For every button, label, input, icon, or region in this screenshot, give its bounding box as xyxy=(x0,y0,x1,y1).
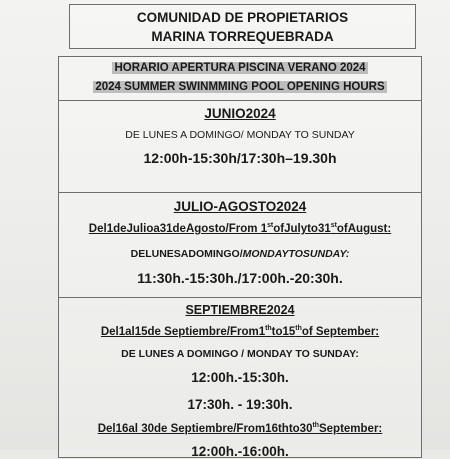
july-august-hours: 11:30h.-15:30h./17:00h.-20:30h. xyxy=(137,270,343,286)
september-heading: SEPTIEMBRE2024 xyxy=(185,303,295,317)
title-english: 2024 SUMMER SWINMMING POOL OPENING HOURS xyxy=(95,81,385,93)
september-range-2: Del16al 30de Septiembre/From16thto30thSeptember: xyxy=(97,422,383,435)
july-august-range: Del1deJulioa31deAgosto/From 1stofJulyto31stofAugust: xyxy=(88,222,392,235)
divider xyxy=(59,297,421,298)
june-days: DE LUNES A DOMINGO/ MONDAY TO SUNDAY xyxy=(125,129,355,141)
schedule-box xyxy=(58,56,422,458)
july-august-days: DELUNESADOMINGO/MONDAYTOSUNDAY: xyxy=(130,248,350,260)
september-days: DE LUNES A DOMINGO / MONDAY TO SUNDAY: xyxy=(121,348,359,360)
june-heading: JUNIO2024 xyxy=(204,106,276,121)
june-hours: 12:00h-15:30h/17:30h–19.30h xyxy=(143,150,337,166)
header-box xyxy=(69,4,416,49)
title-spanish: HORARIO APERTURA PISCINA VERANO 2024 xyxy=(114,62,366,74)
july-august-heading: JULIO-AGOSTO2024 xyxy=(173,199,307,214)
community-location: MARINA TORREQUEBRADA xyxy=(151,29,334,44)
community-name: COMUNIDAD DE PROPIETARIOS xyxy=(136,10,349,25)
september-hours-2: 17:30h. - 19:30h. xyxy=(187,397,293,412)
september-hours-1: 12:00h.-15:30h. xyxy=(191,370,289,385)
divider xyxy=(59,192,421,193)
september-range-1: Del1al15de Septiembre/From1thto15thof September: xyxy=(100,325,380,338)
september-hours-3: 12:00h.-16:00h. xyxy=(191,444,289,459)
divider xyxy=(59,100,421,101)
